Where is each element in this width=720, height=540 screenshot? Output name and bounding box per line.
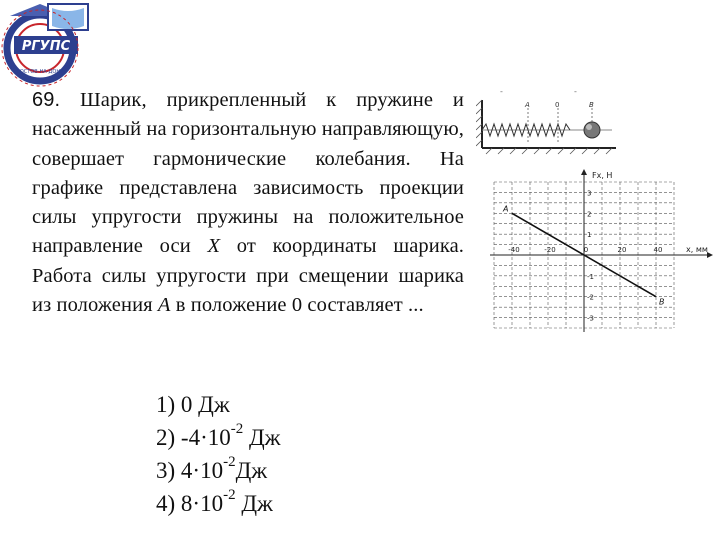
x-tick-label: 20 bbox=[617, 246, 627, 254]
y-tick-label: 2 bbox=[587, 210, 592, 219]
spring-figure bbox=[476, 86, 626, 166]
x-tick-label: -40 bbox=[508, 246, 520, 254]
answer-option-4[interactable]: 4) $8\cdot 10^{-2}$ Дж bbox=[156, 487, 273, 516]
y-axis-label: Fx, Н bbox=[592, 171, 613, 180]
logo-text: РГУПС bbox=[21, 39, 71, 54]
axis-variable: X bbox=[207, 235, 221, 258]
logo-ring-text: РОСТОВ-НА-ДОНУ bbox=[16, 69, 64, 75]
svg-text:-: - bbox=[500, 87, 503, 96]
answer-option-3[interactable]: 3) $4\cdot 10^{-2}Дж$ bbox=[156, 454, 268, 483]
graph-axes bbox=[490, 170, 712, 332]
y-tick-label: -2 bbox=[587, 293, 594, 302]
point-a-mark: A bbox=[503, 204, 509, 214]
problem-text bbox=[32, 86, 464, 320]
answer-list bbox=[156, 388, 281, 520]
problem-text-part1: Шарик, прикрепленный к пружине и насаженный на горизонтальную направляющую, совершает гармонические колебания. На графике представлена зависимость проекции силы упругости пружины на положительное направление оси bbox=[32, 89, 464, 258]
y-tick-label: -1 bbox=[587, 272, 594, 281]
x-axis-label: x, мм bbox=[686, 245, 708, 254]
y-tick-label: 3 bbox=[587, 189, 592, 198]
answer-option-1[interactable]: 1) 0 Дж bbox=[156, 392, 230, 417]
spring-label-b: B bbox=[589, 101, 594, 109]
force-graph bbox=[478, 168, 720, 338]
spring-label-a: A bbox=[525, 101, 530, 109]
x-tick-label: -20 bbox=[544, 246, 556, 254]
y-tick-label: 1 bbox=[587, 231, 592, 240]
point-b-mark: B bbox=[659, 297, 665, 307]
svg-text:-: - bbox=[574, 87, 577, 96]
x-tick-label: 0 bbox=[583, 246, 589, 254]
point-a-label: A bbox=[157, 294, 171, 317]
y-tick-label: -3 bbox=[587, 314, 594, 323]
x-tick-label: 40 bbox=[653, 246, 663, 254]
answer-option-2[interactable]: 2) $-4\cdot 10^{-2}$ Дж bbox=[156, 421, 281, 450]
spring-label-0: 0 bbox=[555, 101, 560, 109]
problem-text-part3: в положение 0 составляет ... bbox=[170, 294, 424, 317]
problem-text-part2: от координаты шарика. Работа силы упругости при смещении шарика из положения bbox=[32, 235, 465, 317]
university-logo bbox=[0, 0, 118, 88]
problem-number: 69. bbox=[32, 89, 61, 111]
